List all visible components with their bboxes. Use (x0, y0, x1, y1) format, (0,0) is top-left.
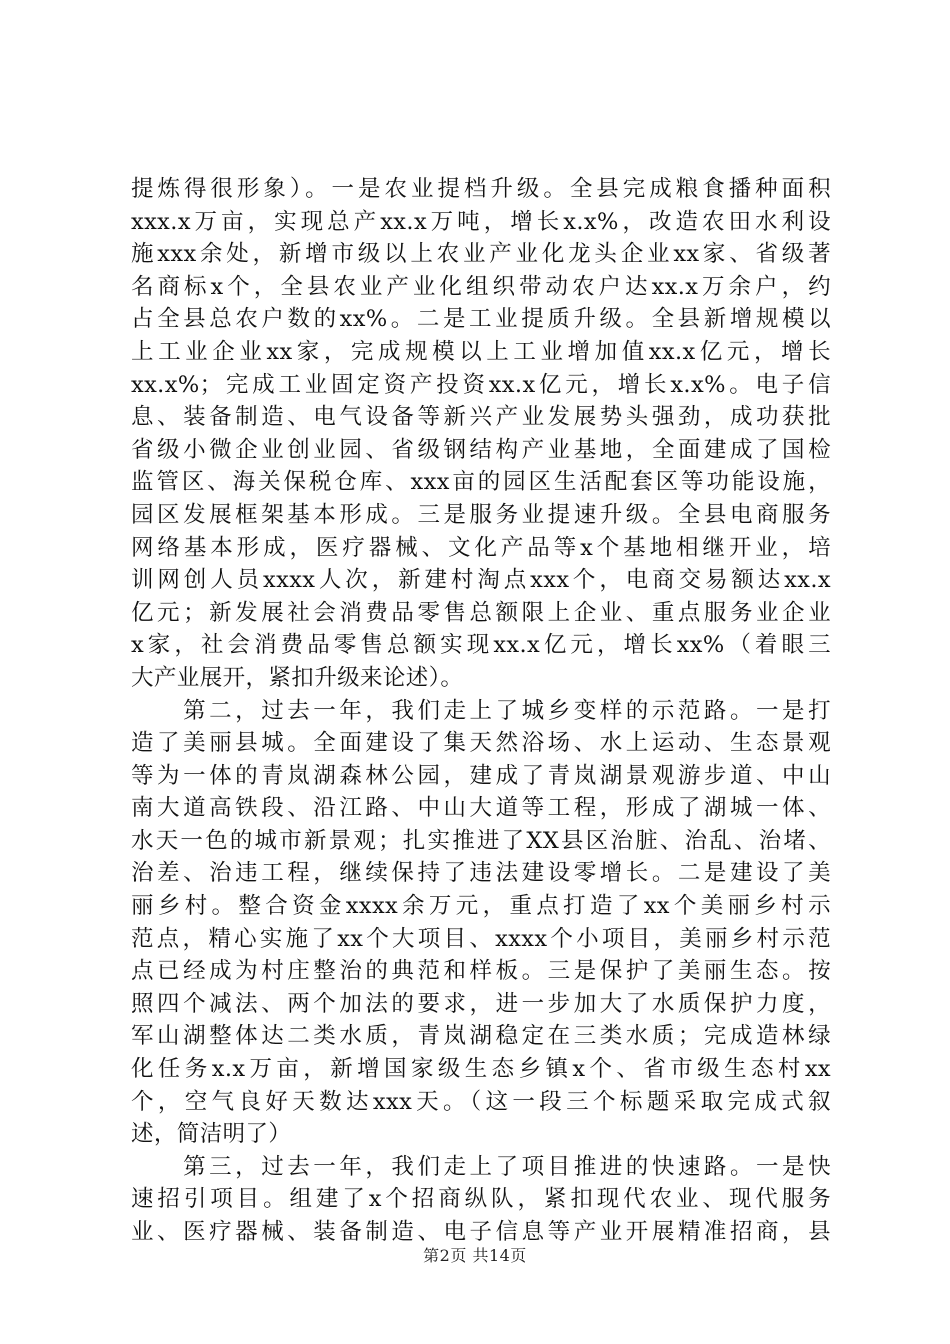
text-line: 照四个减法、两个加法的要求，进一步加大了水质保护力度， (131, 990, 831, 1017)
text-line: 范点，精心实施了xx个大项目、xxxx个小项目，美丽乡村示范 (131, 925, 831, 952)
text-line: 园区发展框架基本形成。三是服务业提速升级。全县电商服务 (131, 501, 831, 528)
text-line: 省级小微企业创业园、省级钢结构产业基地，全面建成了国检 (131, 436, 831, 463)
text-line: 亿元；新发展社会消费品零售总额限上企业、重点服务业企业 (131, 599, 831, 626)
text-line: 监管区、海关保税仓库、xxx亩的园区生活配套区等功能设施， (131, 469, 831, 496)
text-line: 息、装备制造、电气设备等新兴产业发展势头强劲，成功获批 (131, 404, 831, 431)
text-line: 水天一色的城市新景观；扎实推进了XX县区治脏、治乱、治堵、 (131, 827, 831, 854)
text-line: 化任务x.x万亩，新增国家级生态乡镇x个、省市级生态村xx (131, 1056, 831, 1083)
text-line: 占全县总农户数的xx%。二是工业提质升级。全县新增规模以 (131, 306, 831, 333)
text-line: 训网创人员xxxx人次，新建村淘点xxx个，电商交易额达xx.x (131, 567, 831, 594)
text-line: 网络基本形成，医疗器械、文化产品等x个基地相继开业，培 (131, 534, 831, 561)
text-line: 上工业企业xx家，完成规模以上工业增加值xx.x亿元，增长 (131, 338, 831, 365)
text-line: 丽乡村。整合资金xxxx余万元，重点打造了xx个美丽乡村示 (131, 893, 831, 920)
text-line: 治差、治违工程，继续保持了违法建设零增长。二是建设了美 (131, 860, 831, 887)
page-footer: 第2页 共14页 (423, 1246, 527, 1265)
text-line: xx.x%；完成工业固定资产投资xx.x亿元，增长x.x%。电子信 (131, 371, 831, 398)
text-line: 等为一体的青岚湖森林公园，建成了青岚湖景观游步道、中山 (131, 762, 831, 789)
text-line: 第三，过去一年，我们走上了项目推进的快速路。一是快 (131, 1153, 831, 1180)
text-line: 军山湖整体达二类水质，青岚湖稳定在三类水质；完成造林绿 (131, 1023, 831, 1050)
text-line: 业、医疗器械、装备制造、电子信息等产业开展精准招商，县 (131, 1219, 831, 1245)
text-line: 速招引项目。组建了x个招商纵队，紧扣现代农业、现代服务 (131, 1186, 831, 1213)
text-line: 第二，过去一年，我们走上了城乡变样的示范路。一是打 (131, 697, 831, 724)
text-line: 提炼得很形象）。一是农业提档升级。全县完成粮食播种面积 (131, 176, 831, 202)
text-line: 点已经成为村庄整治的典范和样板。三是保护了美丽生态。按 (131, 958, 831, 985)
text-line: 个，空气良好天数达xxx天。（这一段三个标题采取完成式叙 (131, 1088, 831, 1115)
text-line: xxx.x万亩，实现总产xx.x万吨，增长x.x%，改造农田水利设 (131, 208, 831, 235)
text-line: 施xxx余处，新增市级以上农业产业化龙头企业xx家、省级著 (131, 241, 831, 268)
text-line: 述，简洁明了） (131, 1121, 292, 1148)
text-line: 大产业展开，紧扣升级来论述）。 (131, 664, 464, 691)
text-line: 南大道高铁段、沿江路、中山大道等工程，形成了湖城一体、 (131, 795, 831, 822)
body-text (131, 173, 831, 1249)
text-line: 造了美丽县城。全面建设了集天然浴场、水上运动、生态景观 (131, 730, 831, 757)
text-line: x家，社会消费品零售总额实现xx.x亿元，增长xx%（着眼三 (131, 632, 831, 659)
text-line: 名商标x个，全县农业产业化组织带动农户达xx.x万余户，约 (131, 273, 831, 300)
